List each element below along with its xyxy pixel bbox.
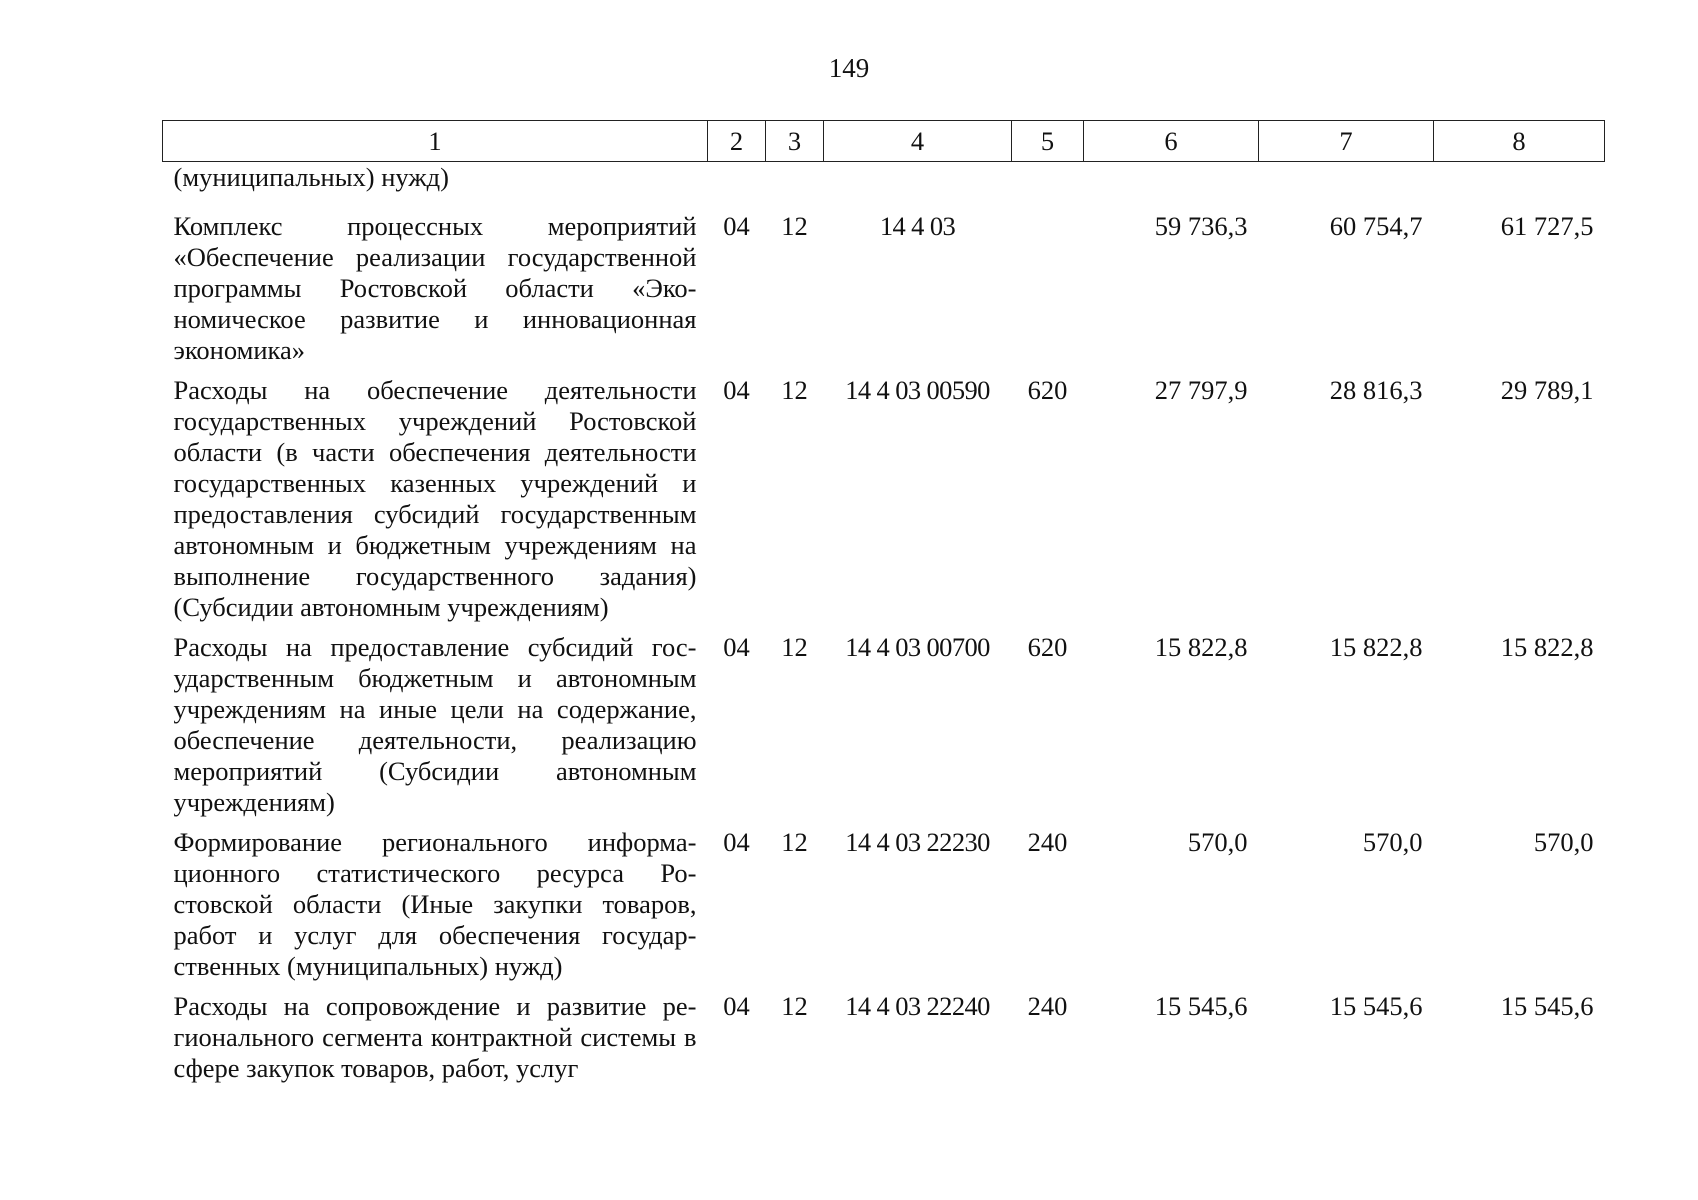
table-body bbox=[163, 162, 1605, 1094]
row-target-code: 14 4 03 00700 bbox=[845, 632, 990, 662]
row-section: 04 bbox=[723, 632, 750, 662]
row-expense-type: 240 bbox=[1027, 827, 1068, 857]
column-header-6: 6 bbox=[1084, 121, 1259, 162]
row-amount-year-2: 60 754,7 bbox=[1329, 211, 1423, 241]
column-header-3: 3 bbox=[766, 121, 824, 162]
row-amount-year-1: 15 545,6 bbox=[1154, 991, 1248, 1021]
row-amount-year-2: 15 545,6 bbox=[1329, 991, 1423, 1021]
table-row bbox=[163, 991, 1605, 1093]
row-amount-year-2: 570,0 bbox=[1362, 827, 1423, 857]
column-header-4: 4 bbox=[824, 121, 1012, 162]
row-target-code: 14 4 03 22240 bbox=[845, 991, 990, 1021]
row-expense-type bbox=[1012, 211, 1084, 375]
row-description: Комплекс процессных мероприятий «Обеспечение реализации государственной программы Ростовской области «Экономическое развитие и инновационная экономика» bbox=[173, 211, 697, 365]
row-amount-year-3: 29 789,1 bbox=[1500, 375, 1594, 405]
row-target-code: 14 4 03 22230 bbox=[845, 827, 990, 857]
row-section: 04 bbox=[723, 827, 750, 857]
table-row bbox=[163, 827, 1605, 991]
row-expense-type: 620 bbox=[1027, 632, 1068, 662]
column-header-2: 2 bbox=[708, 121, 766, 162]
header-row bbox=[163, 121, 1605, 162]
row-amount-year-3: 570,0 bbox=[1533, 827, 1594, 857]
page-number: 149 bbox=[828, 53, 870, 83]
table-header bbox=[163, 121, 1605, 162]
row-amount-year-1: 15 822,8 bbox=[1154, 632, 1248, 662]
row-description: Расходы на сопровождение и развитие регионального сегмента контрактной системы в сфере закупок товаров, работ, услуг bbox=[173, 991, 697, 1083]
column-header-8: 8 bbox=[1434, 121, 1605, 162]
row-subsection: 12 bbox=[781, 211, 808, 241]
row-expense-type: 620 bbox=[1027, 375, 1068, 405]
row-amount-year-3: 15 822,8 bbox=[1500, 632, 1594, 662]
row-description: Формирование регионального информационного статистического ресурса Ростовской области (Иные закупки товаров, работ и услуг для обеспечения государственных (муниципальных) нужд) bbox=[173, 827, 697, 981]
table-row bbox=[163, 632, 1605, 827]
row-section: 04 bbox=[723, 991, 750, 1021]
row-subsection: 12 bbox=[781, 827, 808, 857]
row-description: Расходы на предоставление субсидий государственным бюджетным и автономным учреждениям на иные цели на содержание, обеспечение деятельности, реализацию мероприятий (Субсидии автономным учреждениям) bbox=[173, 632, 697, 817]
row-amount-year-2: 15 822,8 bbox=[1329, 632, 1423, 662]
budget-table bbox=[162, 120, 1605, 1093]
row-section: 04 bbox=[723, 211, 750, 241]
row-amount-year-3: 15 545,6 bbox=[1500, 991, 1594, 1021]
column-header-5: 5 bbox=[1012, 121, 1084, 162]
row-amount-year-1: 59 736,3 bbox=[1154, 211, 1248, 241]
row-subsection: 12 bbox=[781, 632, 808, 662]
row-subsection: 12 bbox=[781, 375, 808, 405]
row-target-code: 14 4 03 bbox=[879, 211, 956, 241]
row-expense-type: 240 bbox=[1027, 991, 1068, 1021]
row-section: 04 bbox=[723, 375, 750, 405]
row-subsection: 12 bbox=[781, 991, 808, 1021]
row-amount-year-1: 27 797,9 bbox=[1154, 375, 1248, 405]
column-header-1: 1 bbox=[163, 121, 708, 162]
row-description: Расходы на обеспечение деятельности государственных учреждений Ростовской области (в части обеспечения деятельности государственных казенных учреждений и предоставления субсидий государственным автономным и бюджетным учреждениям на выполнение государственного задания) (Субсидии автономным учреждениям) bbox=[173, 375, 697, 622]
column-header-7: 7 bbox=[1259, 121, 1434, 162]
row-amount-year-2: 28 816,3 bbox=[1329, 375, 1423, 405]
continuation-row bbox=[163, 162, 1605, 212]
table-row bbox=[163, 211, 1605, 375]
continuation-text: (муниципальных) нужд) bbox=[173, 162, 449, 192]
row-amount-year-1: 570,0 bbox=[1187, 827, 1248, 857]
table-row bbox=[163, 375, 1605, 632]
row-target-code: 14 4 03 00590 bbox=[845, 375, 990, 405]
row-amount-year-3: 61 727,5 bbox=[1500, 211, 1594, 241]
